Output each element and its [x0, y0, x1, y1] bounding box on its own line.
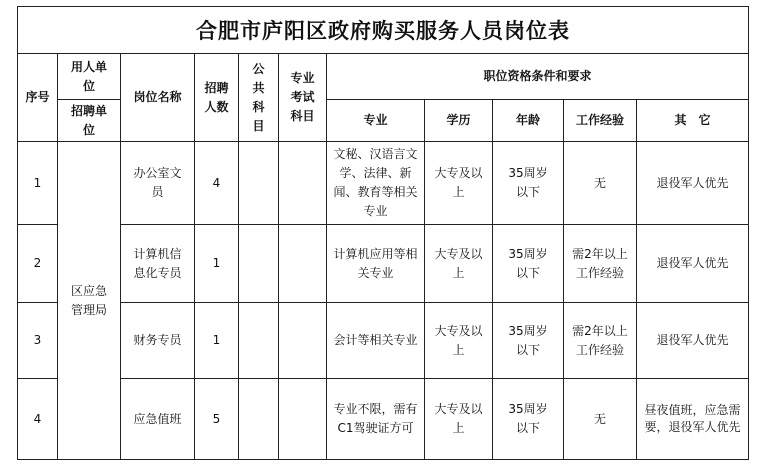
row-public: [239, 379, 279, 460]
table-row: [18, 303, 749, 379]
row-public: [239, 142, 279, 225]
header-education: 学历: [425, 100, 493, 142]
row-major: 会计等相关专业: [327, 303, 425, 379]
row-exam: [279, 225, 327, 303]
header-position: 岗位名称: [121, 54, 195, 142]
header-experience: 工作经验: [564, 100, 637, 142]
row-other: 昼夜值班，应急需要，退役军人优先: [637, 379, 749, 460]
row-other: 退役军人优先: [637, 225, 749, 303]
header-public: 公共科目: [239, 54, 279, 142]
row-seq: 3: [18, 303, 58, 379]
row-position: 财务专员: [121, 303, 195, 379]
row-major: 文秘、汉语言文学、法律、新闻、教育等相关专业: [327, 142, 425, 225]
row-exam: [279, 142, 327, 225]
row-count: 5: [195, 379, 239, 460]
row-exam: [279, 303, 327, 379]
table-row: [18, 379, 749, 460]
row-seq: 1: [18, 142, 58, 225]
header-age: 年龄: [493, 100, 564, 142]
header-employer: 用人单位: [58, 54, 121, 100]
header-count: 招聘人数: [195, 54, 239, 142]
positions-table: [17, 6, 749, 460]
row-seq: 2: [18, 225, 58, 303]
header-exam: 专业考试科目: [279, 54, 327, 142]
header-hiring-unit: 招聘单位: [58, 100, 121, 142]
row-experience: 需2年以上工作经验: [564, 225, 637, 303]
row-count: 4: [195, 142, 239, 225]
row-experience: 无: [564, 379, 637, 460]
row-exam: [279, 379, 327, 460]
row-position: 办公室文员: [121, 142, 195, 225]
row-count: 1: [195, 303, 239, 379]
header-other: 其 它: [637, 100, 749, 142]
table-row: [18, 142, 749, 225]
row-major: 计算机应用等相关专业: [327, 225, 425, 303]
row-education: 大专及以上: [425, 303, 493, 379]
row-age: 35周岁以下: [493, 225, 564, 303]
row-experience: 无: [564, 142, 637, 225]
row-public: [239, 225, 279, 303]
row-public: [239, 303, 279, 379]
header-seq: 序号: [18, 54, 58, 142]
row-position: 计算机信息化专员: [121, 225, 195, 303]
unit-cell: 区应急管理局: [58, 142, 121, 460]
row-count: 1: [195, 225, 239, 303]
header-requirements: 职位资格条件和要求: [327, 54, 749, 100]
row-major: 专业不限，需有C1驾驶证方可: [327, 379, 425, 460]
row-seq: 4: [18, 379, 58, 460]
row-education: 大专及以上: [425, 142, 493, 225]
row-other: 退役军人优先: [637, 303, 749, 379]
table-title: 合肥市庐阳区政府购买服务人员岗位表: [18, 7, 749, 54]
row-position: 应急值班: [121, 379, 195, 460]
row-education: 大专及以上: [425, 225, 493, 303]
row-experience: 需2年以上工作经验: [564, 303, 637, 379]
row-age: 35周岁以下: [493, 379, 564, 460]
row-other: 退役军人优先: [637, 142, 749, 225]
row-age: 35周岁以下: [493, 303, 564, 379]
row-education: 大专及以上: [425, 379, 493, 460]
row-age: 35周岁以下: [493, 142, 564, 225]
table-row: [18, 225, 749, 303]
header-major: 专业: [327, 100, 425, 142]
